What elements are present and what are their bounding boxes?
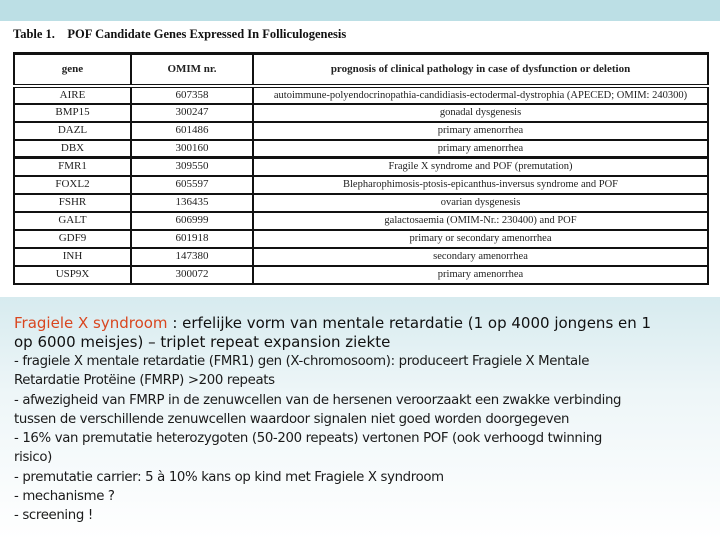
table-row [14,212,708,230]
note-line: - screening ! [14,508,93,524]
table-row [14,158,708,176]
pathology-cell: galactosaemia (OMIM-Nr.: 230400) and POF [253,212,708,230]
heading-description: : erfelijke vorm van mentale retardatie (1 op 4000 jongens en 1 [167,314,652,332]
pathology-cell: Fragile X syndrome and POF (premutation) [253,158,708,176]
note-line: Retardatie Protëine (FMRP) >200 repeats [14,373,275,389]
gene-cell: GALT [14,212,131,230]
note-line: - premutatie carrier: 5 à 10% kans op kind met Fragiele X syndroom [14,469,444,485]
omim-cell: 136435 [131,194,253,212]
table-row [14,86,708,104]
pathology-cell: Blepharophimosis-ptosis-epicanthus-inversus syndrome and POF [253,176,708,194]
top-banner-strip [0,0,720,21]
note-line: tussen de verschillende zenuwcellen waardoor signalen niet goed worden doorgegeven [14,411,570,427]
notes-panel [0,297,720,540]
pathology-cell: primary amenorrhea [253,140,708,158]
omim-cell: 601918 [131,230,253,248]
omim-cell: 605597 [131,176,253,194]
table-row [14,248,708,266]
gene-cell: USP9X [14,266,131,284]
omim-cell: 147380 [131,248,253,266]
table-row [14,266,708,284]
header-gene: gene [14,54,131,86]
pof-candidate-genes-table [13,52,709,285]
note-line: - afwezigheid van FMRP in de zenuwcellen van de hersenen veroorzaakt een zwakke verbinding [14,392,622,408]
table-row [14,176,708,194]
gene-cell: INH [14,248,131,266]
omim-cell: 300072 [131,266,253,284]
table-row [14,194,708,212]
gene-cell: GDF9 [14,230,131,248]
omim-cell: 606999 [131,212,253,230]
table-row [14,104,708,122]
gene-cell: FOXL2 [14,176,131,194]
gene-cell: DAZL [14,122,131,140]
omim-cell: 601486 [131,122,253,140]
gene-cell: FMR1 [14,158,131,176]
note-line: risico) [14,450,52,466]
gene-cell: FSHR [14,194,131,212]
table-row [14,140,708,158]
syndrome-title: Fragiele X syndroom [14,314,168,332]
gene-cell: AIRE [14,86,131,104]
pathology-cell: gonadal dysgenesis [253,104,708,122]
pathology-cell: autoimmune-polyendocrinopathia-candidiasis-ectodermal-dystrophia (APECED; OMIM: 240300) [253,86,708,104]
omim-cell: 309550 [131,158,253,176]
pathology-cell: primary or secondary amenorrhea [253,230,708,248]
pathology-cell: primary amenorrhea [253,122,708,140]
table-row [14,122,708,140]
table-row [14,230,708,248]
omim-cell: 607358 [131,86,253,104]
gene-cell: BMP15 [14,104,131,122]
pathology-cell: secondary amenorrhea [253,248,708,266]
omim-cell: 300247 [131,104,253,122]
table-header-row [14,54,708,86]
omim-cell: 300160 [131,140,253,158]
gene-cell: DBX [14,140,131,158]
note-line: - fragiele X mentale retardatie (FMR1) gen (X-chromosoom): produceert Fragiele X Mentale [14,354,590,369]
pathology-cell: primary amenorrhea [253,266,708,284]
notes-heading-line2: op 6000 meisjes) – triplet repeat expansion ziekte [14,333,391,351]
header-pathology: prognosis of clinical pathology in case of dysfunction or deletion [253,54,708,86]
header-omim: OMIM nr. [131,54,253,86]
pathology-cell: ovarian dysgenesis [253,194,708,212]
note-line: - 16% van premutatie heterozygoten (50-200 repeats) vertonen POF (ook verhoogd twinning [14,431,603,447]
notes-heading [14,314,706,333]
table-title: Table 1. POF Candidate Genes Expressed In Folliculogenesis [13,27,347,41]
note-line: - mechanisme ? [14,489,115,505]
